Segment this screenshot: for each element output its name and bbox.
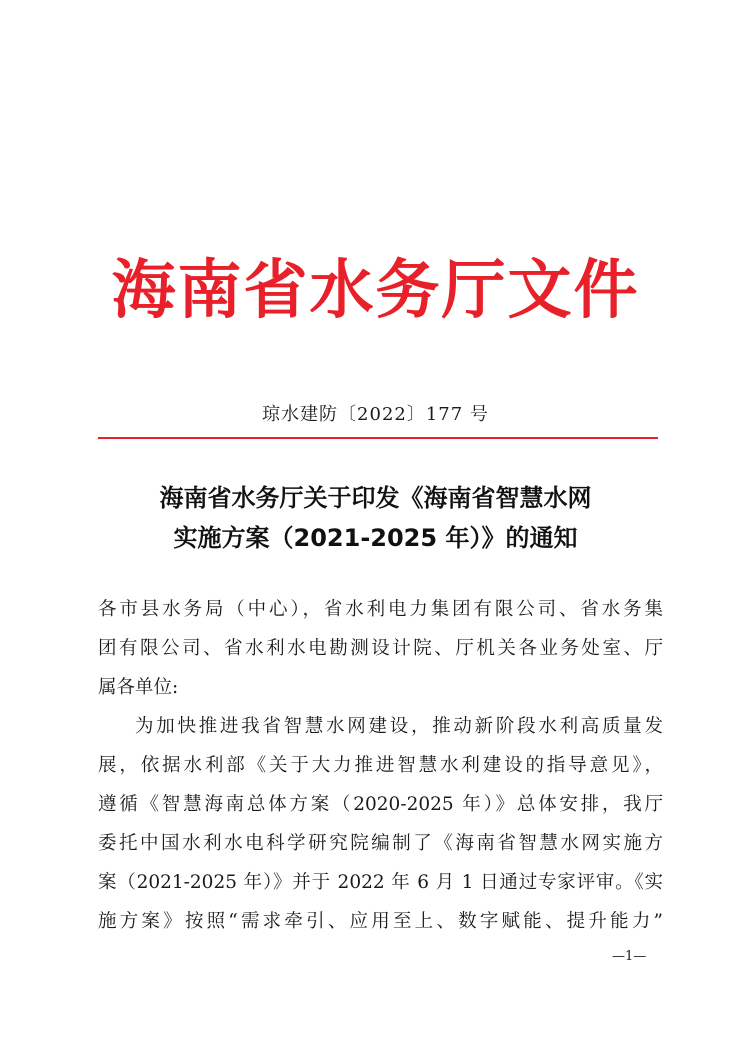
- paragraph-line-5: 案（2021-2025 年）》并于 2022 年 6 月 1 日通过专家评审。《实: [98, 872, 663, 893]
- title-line-1: 海南省水务厅关于印发《海南省智慧水网: [159, 484, 592, 512]
- recipients-line-1: 各市县水务局（中心），省水利电力集团有限公司、省水务集: [98, 599, 663, 620]
- paragraph-line-6: 施方案》按照“需求牵引、应用至上、数字赋能、提升能力”: [98, 911, 663, 932]
- document-title: [0, 478, 751, 558]
- paragraph-line-4: 委托中国水利水电科学研究院编制了《海南省智慧水网实施方: [98, 833, 663, 854]
- recipients-line-3: 属各单位:: [98, 677, 179, 698]
- paragraph-line-2: 展，依据水利部《关于大力推进智慧水利建设的指导意见》，: [98, 755, 663, 776]
- paragraph-line-1: 为加快推进我省智慧水网建设，推动新阶段水利高质量发: [135, 716, 663, 737]
- document-number: 琼水建防〔2022〕177 号: [262, 404, 489, 425]
- document-masthead: 海南省水务厅文件: [111, 254, 640, 328]
- title-line-2: 实施方案（2021-2025 年）》的通知: [173, 524, 578, 552]
- red-separator-line: [98, 437, 658, 439]
- document-body: [98, 590, 663, 941]
- page-number: —1—: [612, 949, 647, 964]
- recipients-line-2: 团有限公司、省水利水电勘测设计院、厅机关各业务处室、厅: [98, 638, 663, 659]
- paragraph-line-3: 遵循《智慧海南总体方案（2020-2025 年）》总体安排，我厅: [98, 794, 663, 815]
